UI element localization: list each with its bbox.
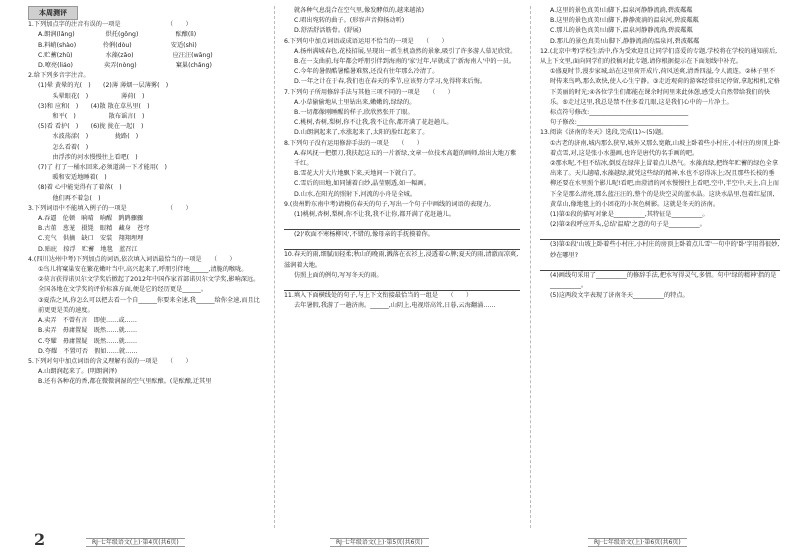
question-line: (1)桃树,杏树,梨树,你不让我,我不让你,都开满了花赶趟儿。: [294, 211, 455, 219]
footer-label: RJ·七年级语文(上)·第5页(共6页): [330, 538, 429, 547]
question-line: C.贮蓄(zhǔ) 水藻(zǎo) 应汪汪(wāng): [38, 51, 213, 59]
question-line: B.古董 葱茏 摄毙 眼精 藏身 苍穹: [38, 225, 150, 233]
question-line: 3.下列词语中不能填入例子的一项是 （ ）: [28, 204, 192, 212]
question-line: C.夸耀 毋庸置疑 既然……就……: [38, 337, 138, 345]
footer-page5: [330, 537, 429, 549]
answer-line: [284, 220, 520, 230]
question-line: ①盛夏时节,漫步家城,站在这里荷开成片,荷风送爽,清香四溢,令人流连。②林子里不时传来鸟鸣,那么欢快,使人心生宁静。③走近观荷的游客经常驻足停留,拿起相机,定格下美丽的时光;④各位学生们都能在课余时间里来此休憩,感受大自然带给我们的快乐。⑤走过这里,我总是禁不住多看几眼,这是我们心中的一片净土。: [550, 68, 780, 106]
question-line: (8)着 心中能觉得有了着落( ): [38, 184, 122, 192]
question-line: C.桃树,杏树,梨树,你不让我,我不让你,都开满了花赶趟儿。: [294, 119, 453, 127]
question-line: D.夸耀 不置可否 假如……就……: [38, 347, 138, 355]
question-line: 和平( ) 散布谣言( ): [38, 113, 145, 121]
question-line: D.山朗润起来了,水涨起来了,太阳的脸红起来了。: [294, 129, 429, 137]
question-line: C.雪后的田地,如同铺着白纱,晶莹剔透,如一幅画。: [294, 180, 430, 188]
question-line: ①古老的济南,城内那么狭窄,城外又那么宽敞,山坡上卧着些小村庄,小村庄的房顶上卧着点雪,对,这是张小水墨画,也许是唐代的名手画的吧。: [550, 139, 780, 157]
column-middle: [284, 6, 520, 528]
footer-label: RJ·七年级语文(上)·第6页(共6页): [588, 538, 687, 547]
question-line: B.在一支曲前,每年都会呼朋引伴到海南的'家'过年,早就成了'新海南人'中的一员。: [294, 58, 516, 66]
column-left-lines: [28, 20, 264, 387]
question-line: D.舒活舒活筋骨。(舒展): [294, 27, 362, 35]
question-line: D.嘹亮(liáo) 卖弄(nòng) 窠巢(chǎng): [38, 62, 212, 70]
question-line: 7.下列句子所用修辞手法与其他三项不同的一项是 （ ）: [284, 88, 454, 96]
question-line: D.山水,在阳光的照射下,河流的小舟是全城。: [294, 190, 417, 198]
question-line: C.今年的暑假酷暑酷暑难熬,还没有往年那么冷清了。: [294, 68, 439, 76]
question-line: B.还有各种花的香,都在微微润湿的空气里酝酿。(是酝酿,迁其里: [38, 378, 212, 386]
question-line: ②莫言获得诺贝尔文学奖后掀起了2012年中国作家首部诺贝尔文学奖,影响深远。全国各地在文学奖的评价标准方面,便是它的经历更是______。: [38, 276, 260, 294]
question-line: 他们再不着急( ): [38, 194, 101, 202]
page-number: 2: [34, 530, 46, 549]
question-line: C.那儿的景色真美!山脚下,温泉河静静流淌,碧波粼粼: [550, 27, 693, 35]
answer-line: [540, 230, 780, 240]
question-line: (3)第①段'山坡上卧着些小村庄,小村庄的房顶上卧着点儿雪'一句中的'卧'字用得很妙,妙在哪里?: [550, 241, 780, 259]
question-line: 仿照上面的例句,写写冬天的雨。: [294, 271, 383, 279]
question-line: A.吞逼 伦顿 晌晴 晌醒 鹍鹍骤骤: [38, 215, 144, 223]
question-line: 由浮涉的河水慢慢往上看吧( ): [38, 153, 138, 161]
question-line: (5)看 看护( ) (6)拢 拢在一起( ): [38, 123, 144, 131]
question-line: D.那儿的景色真美!山脚下,静静流淌的温泉河,碧波粼粼: [550, 37, 700, 45]
question-line: 怎么看着( ): [38, 143, 89, 151]
question-line: (5)这两段文字表现了济南冬天__________的特点。: [550, 292, 689, 300]
question-line: (1)晕 黄晕的光( ) (2)薄 薄烟一层薄雾( ): [38, 82, 169, 90]
answer-line: [284, 281, 520, 291]
question-line: (3)和 应和( ) (4)散 散在草丛里( ): [38, 102, 150, 110]
question-line: B.料峭(shào) 伶俐(dòu) 安适(shì): [38, 41, 197, 49]
question-line: (7)了 打了一桶水回来,必须道满一下才能用( ): [38, 164, 167, 172]
footer-page4: [86, 537, 185, 549]
question-line: (2)'吹面不寒杨柳风',不错的,像母亲的手抚摸着你。: [294, 231, 434, 239]
question-line: D.一年之计在于春,我们也在春天的季节,应该努力学习,免得将来后悔。: [294, 78, 487, 86]
column-right: [540, 6, 780, 528]
question-line: A.卖弄 不曾有言 即使……或……: [38, 317, 137, 325]
question-line: 去年暑假,我游了一趟济南。______,山阴上,电视塔高耸,日暮,云海翻涌……: [294, 302, 496, 310]
question-line: A.小草偷偷地从土里钻出来,嫩嫩的,绿绿的。: [294, 98, 416, 106]
question-line: ①鸟儿将窠巢安在繁花嫩叶当中,高兴起来了,呼朋引伴地______,清脆的喉咙。: [38, 266, 248, 274]
question-line: (2)第②段呼应开头,总结'温晴'之意的句子是__________。: [550, 221, 706, 229]
column-middle-lines: [284, 6, 520, 311]
question-line: B.雪花大片大片地飘下来,天地间一下就白了。: [294, 170, 420, 178]
question-line: C.充气 供摘 缺口 安装 翔翔埋埋: [38, 235, 144, 243]
question-line: 6.下列句中加点词语或成语运用不恰当的一项是 （ ）: [284, 37, 448, 45]
answer-line: [284, 240, 520, 250]
question-line: 头晕眼花( ) 薄荷( ): [38, 92, 145, 100]
section-title: 本周测评: [28, 6, 78, 20]
question-line: A.扬州满城春色,花枝招展,呈现出一派生机盎然的景象,吸引了许多游人慕足欣赏。: [294, 47, 517, 55]
question-line: ③夏浩之风,你怎么可以把去看一个自______你要来全速,我______给你全速,而且比前更更是美的速度。: [38, 296, 260, 314]
question-line: 5.下列对句中加点词语的含义理解有误的一项是 （ ）: [28, 357, 192, 365]
question-line: 13.阅读《济南的冬天》选段,完成(1)~(5)题。: [540, 129, 668, 137]
question-line: D.贴庇 掠浮 贮蓄 地毯 蓝召江: [38, 245, 138, 253]
question-line: A.朗润(lǎng) 烘托(gōng) 酝酿(lì): [38, 31, 197, 39]
question-line: 句子修改:____________________________________: [550, 119, 689, 127]
question-line: 暖和安适地睡着( ): [38, 174, 107, 182]
question-line: 9.(贵州黔东南中考)请模仿春天的句子,写出一个句子中画线的词语的表现力。: [284, 200, 495, 208]
question-line: B.这里的景色真美!山脚下,静静流淌的温泉河,碧波粼粼: [550, 17, 699, 25]
question-line: 4.(四川达州中考)下列加点的词语,依次填入词语最恰当的一项是 （ ）: [28, 255, 236, 263]
question-line: A.这里的景色真美!山脚下,温泉河静静流淌,碧波粼粼: [550, 7, 693, 14]
question-line: A.山朗润起来了。(明朗润泽): [38, 368, 117, 376]
column-divider: [530, 6, 531, 528]
question-line: 12.(北京中考)学校生活中,作为受欢迎且让同学们喜爱的专题,学校将在学校的通知前后,从上下文里,面向同学们的投稿对此专题,请你根据提示在下面划线中补充。: [540, 47, 778, 66]
question-line: 水波荡漾( ) 拢路( ): [38, 133, 139, 141]
question-line: 1.下列加点字的注音有误的一项是 （ ）: [28, 21, 192, 29]
footer-page6: [588, 537, 687, 549]
question-line: 就各种气息混合在空气里,像发酵似的,越来越浓): [294, 7, 425, 14]
question-line: B.一切都像刚睡醒的样子,欣欣然张开了眼。: [294, 109, 414, 117]
question-line: (1)第①段的描写对象是__________,其特征是__________。: [550, 211, 709, 219]
column-right-lines: [540, 6, 780, 301]
question-line: 2.给下列多音字注音。: [28, 72, 90, 80]
question-line: C.唱出宛转的曲子。(形容声音抑扬动听): [294, 17, 405, 25]
question-line: 8.下列句子没有运用修辞手法的一项是 （ ）: [284, 139, 423, 147]
column-left: [28, 6, 264, 528]
question-line: 10.春天的雨,细腻而轻柔;秋山的晚雨,溅落在衣衫上,浸透着心脾;夏天的雨,清澈而凉爽,滋润着大地。: [284, 251, 519, 269]
question-line: 11.填入下面横线处的句子,与上下文衔接最恰当的一组是 （ ）: [284, 292, 473, 300]
column-divider: [274, 6, 275, 528]
footer-label: RJ·七年级语文(上)·第4页(共6页): [86, 538, 185, 547]
question-line: 标点符号修改:________________________________: [550, 109, 689, 117]
answer-line: [540, 261, 780, 271]
question-line: (4)画线句采用了__________的修辞手法,把水写得灵气,多情。句中'绿的精神'指的是__________。: [550, 271, 777, 290]
question-line: ②那水呢,不但不结冰,倒反在绿萍上冒着点儿热气。水藻真绿,把终年贮蓄的绿色全拿出来了。天儿越晴,水藻越绿,就凭这些绿的精神,水也不忍得冻上;况且那些长枝的垂柳还要在水里照个影儿呢!看吧,由澄清的河水慢慢往上看吧,空中,半空中,天上,自上而下全是那么清亮,那么蓝汪汪的,整个的是块空灵的蓝水晶。这块水晶里,包着红屋顶,黄草山,像地毯上的小团花的小灰色树影。这就是冬天的济南。: [550, 160, 779, 208]
question-line: A.春风抚一把摆刀,我扶起这五的一片新绿,文章一位技术高超的画师,给出大地万紫千红。: [294, 149, 517, 168]
question-line: B.卖弄 毋庸置疑 既然……就……: [38, 327, 138, 335]
